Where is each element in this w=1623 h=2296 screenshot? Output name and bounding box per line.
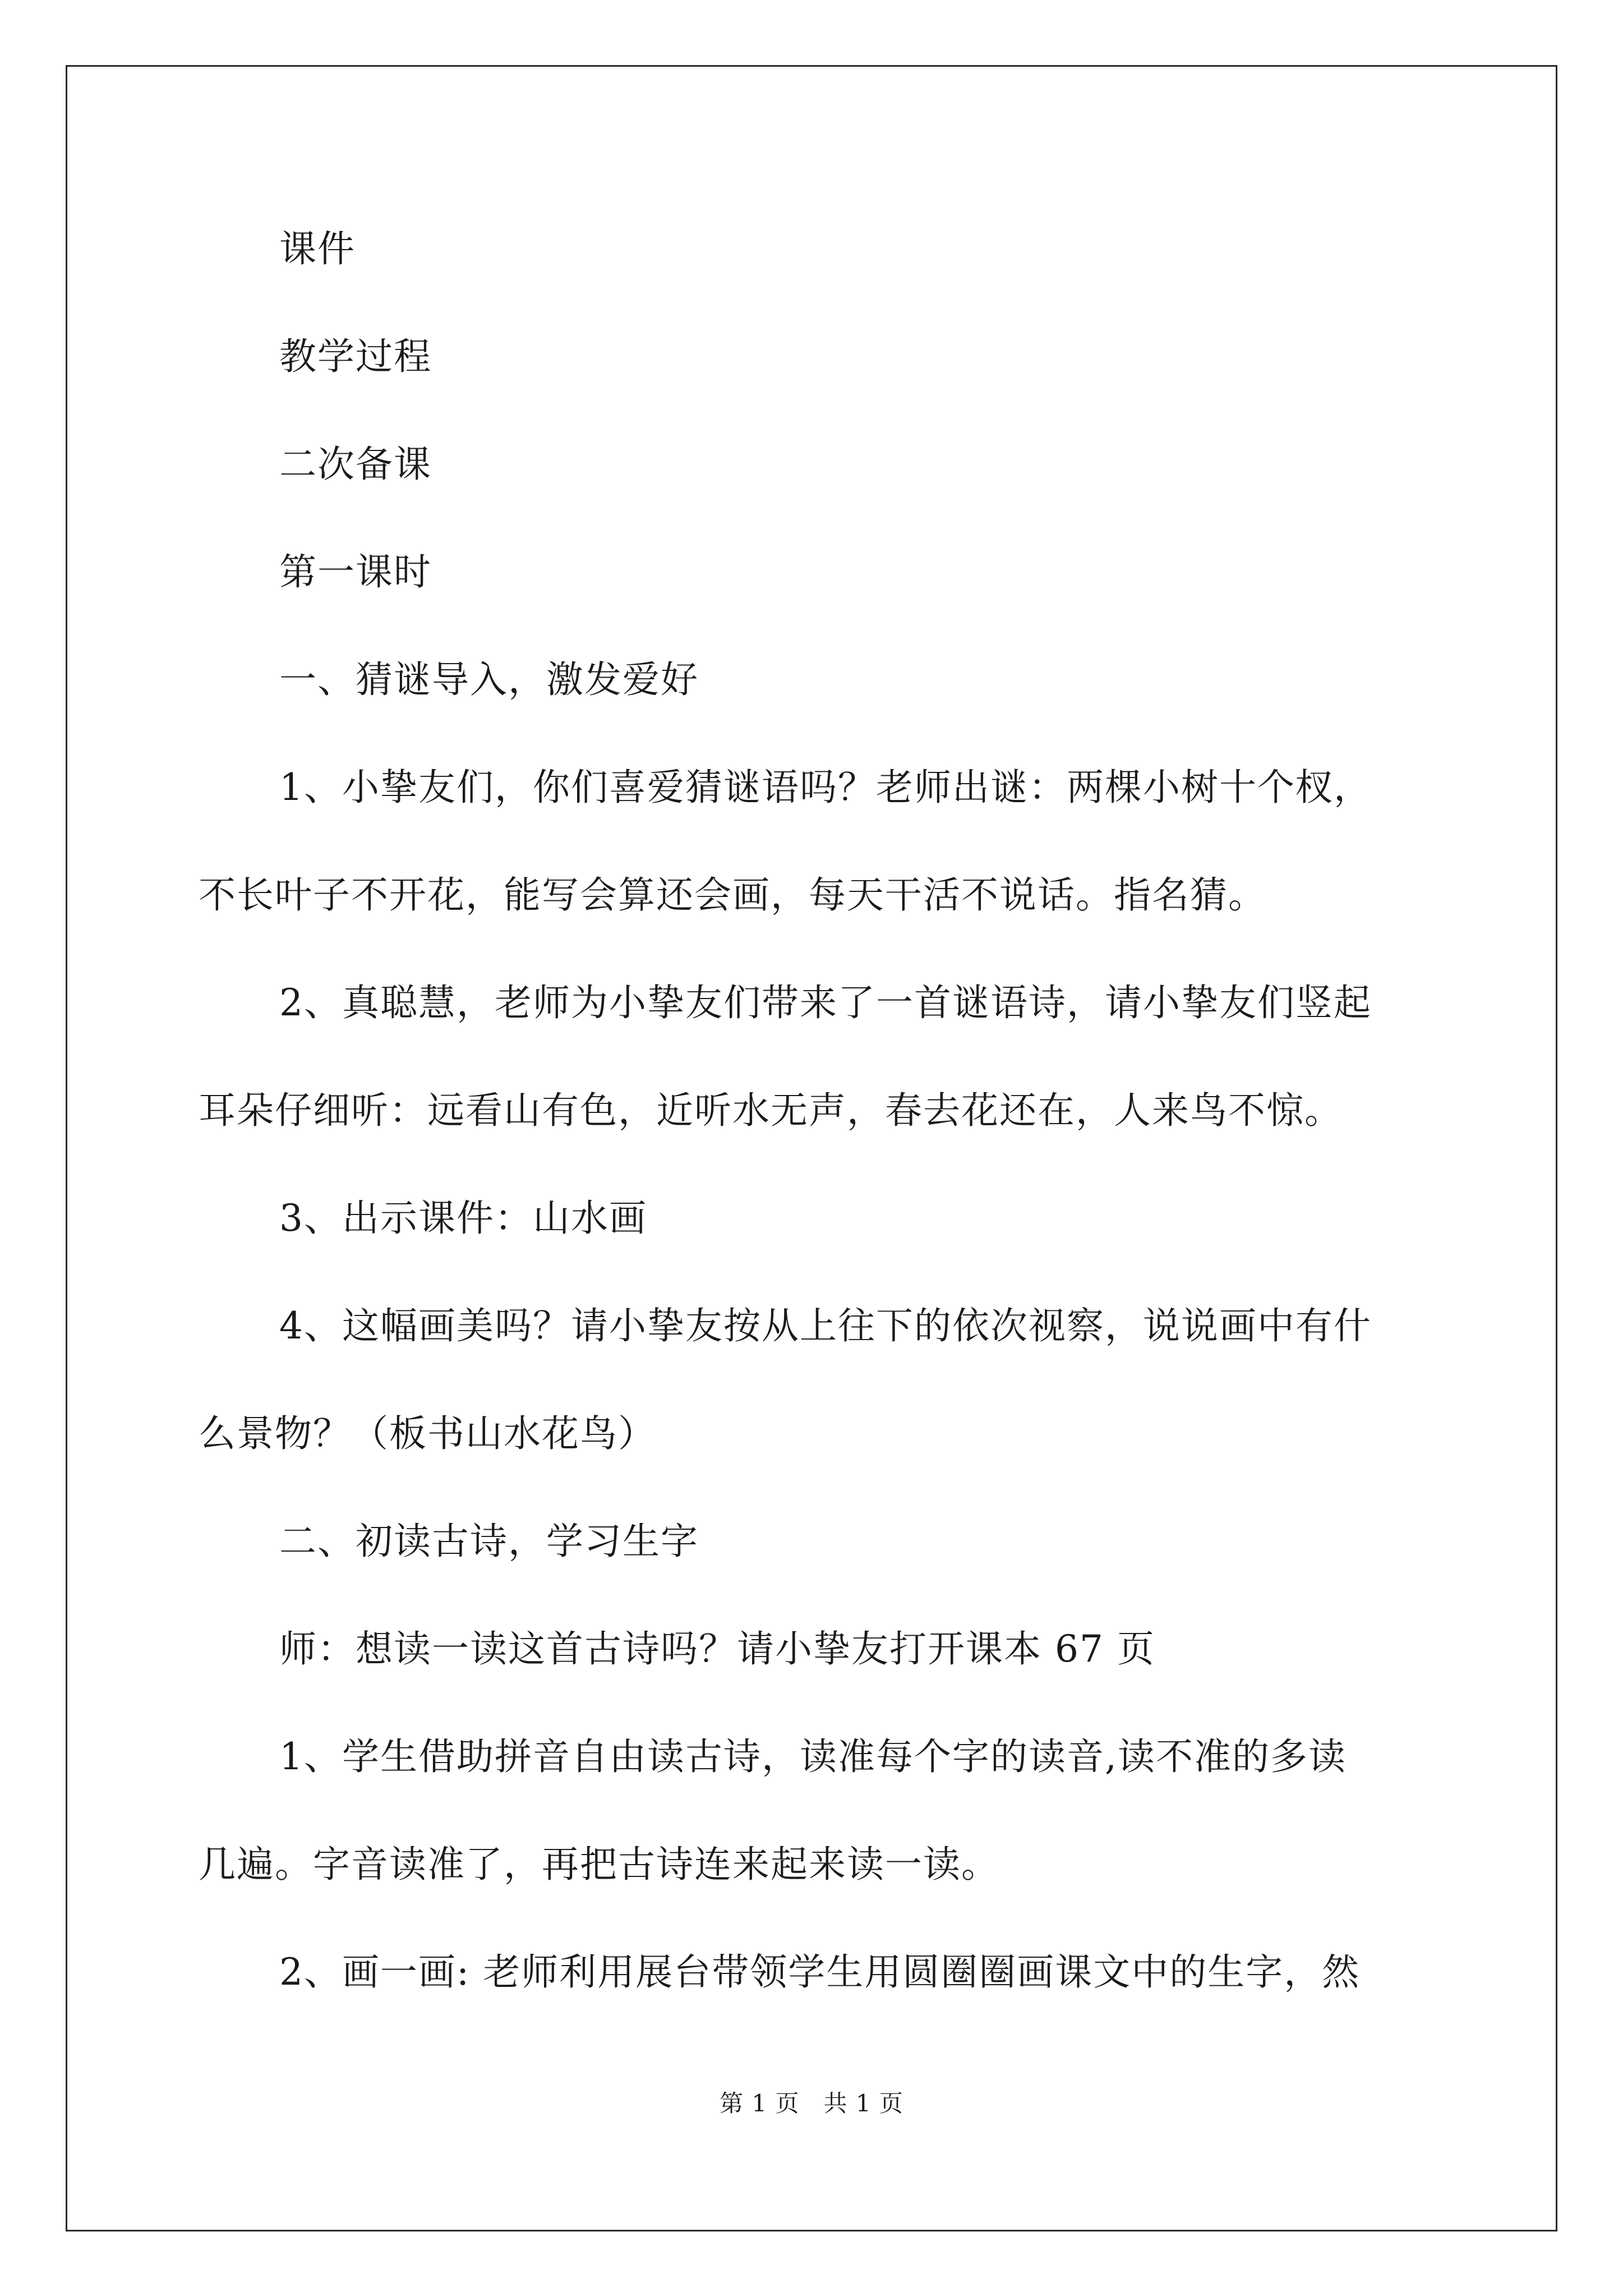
text-line: 师：想读一读这首古诗吗？请小挚友打开课本 67 页 [279, 1627, 1155, 1671]
text-line: 2、画一画: 老师利用展台带领学生用圆圈圈画课文中的生字，然 [279, 1950, 1361, 1994]
text-line: 教学过程 [279, 335, 432, 378]
text-line: 1、学生借助拼音自由读古诗，读准每个字的读音,读不准的多读 [279, 1735, 1347, 1778]
text-line: 几遍。字音读准了，再把古诗连来起来读一读。 [199, 1843, 999, 1886]
text-line: 第一课时 [279, 550, 432, 593]
page-border [66, 65, 1557, 2231]
text-line: 不长叶子不开花，能写会算还会画，每天干活不说话。指名猜。 [199, 873, 1266, 917]
text-line: 3、出示课件：山水画 [279, 1197, 647, 1240]
text-line: 二次备课 [279, 443, 432, 486]
text-line: 耳朵仔细听：远看山有色，近听水无声，春去花还在，人来鸟不惊。 [199, 1089, 1343, 1132]
section-heading: 一、猜谜导入，激发爱好 [279, 658, 699, 701]
text-line: 1、小挚友们，你们喜爱猜谜语吗？老师出谜：两棵小树十个杈， [279, 766, 1372, 809]
section-heading: 二、初读古诗，学习生字 [279, 1520, 699, 1563]
text-line: 2、真聪慧，老师为小挚友们带来了一首谜语诗，请小挚友们竖起 [279, 981, 1372, 1024]
text-line: 课件 [279, 227, 356, 270]
page-number-footer: 第 1 页 共 1 页 [720, 2090, 903, 2117]
text-line: 么景物？（板书山水花鸟） [199, 1412, 656, 1455]
text-line: 4、这幅画美吗？请小挚友按从上往下的依次视察，说说画中有什 [279, 1304, 1372, 1347]
